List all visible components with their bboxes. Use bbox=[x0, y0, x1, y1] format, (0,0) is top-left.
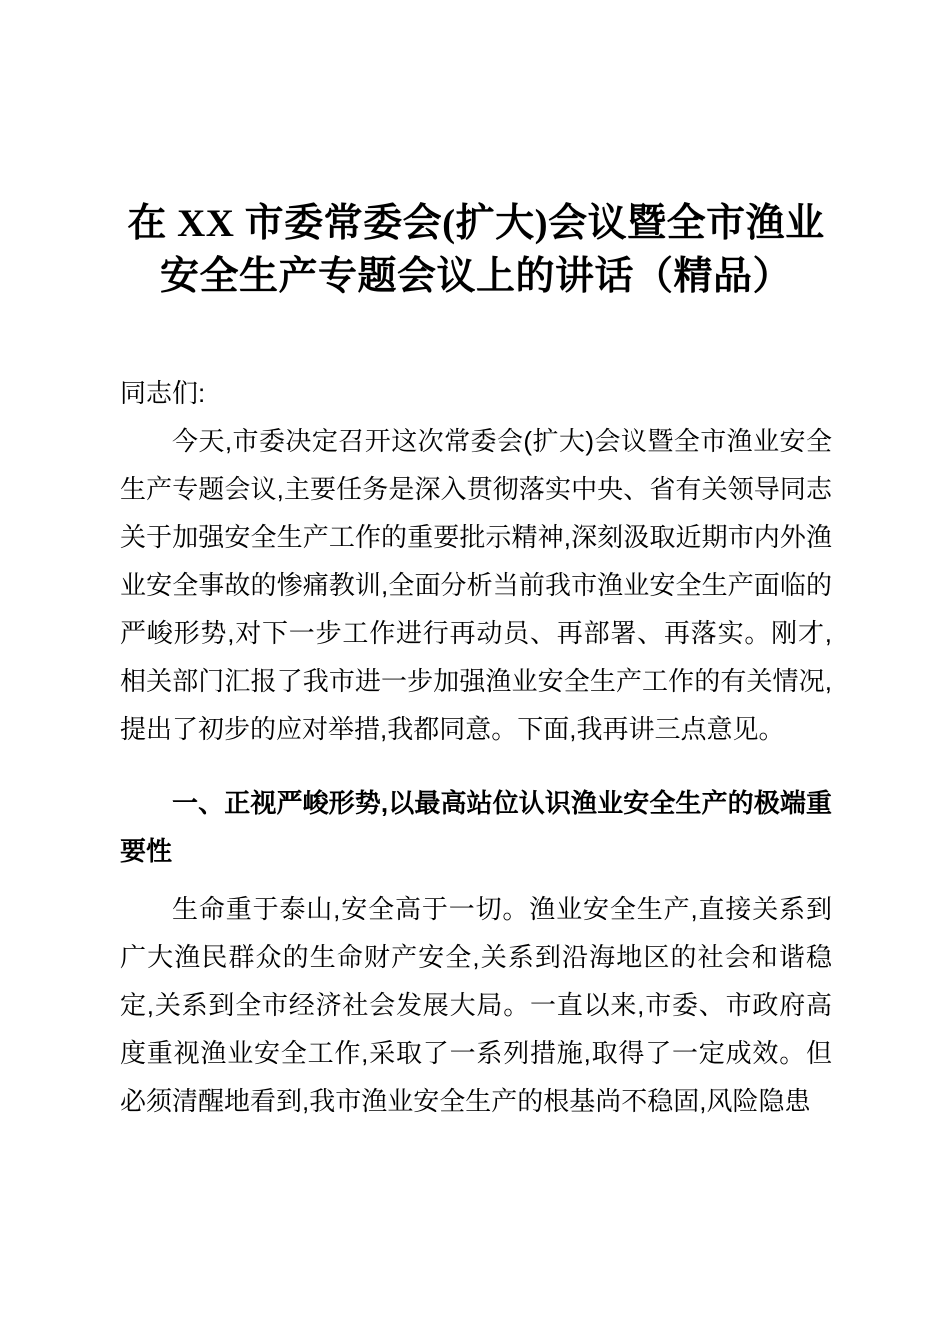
section-heading-1: 一、正视严峻形势,以最高站位认识渔业安全生产的极端重要性 bbox=[120, 788, 832, 866]
paragraph-opening: 今天,市委决定召开这次常委会(扩大)会议暨全市渔业安全生产专题会议,主要任务是深入贯彻落实中央、省有关领导同志关于加强安全生产工作的重要批示精神,深刻汲取近期市内外渔业安全事故的惨痛教训,全面分析当前我市渔业安全生产面临的严峻形势,对下一步工作进行再动员、再部署、再落实。刚才,相关部门汇报了我市进一步加强渔业安全生产工作的有关情况,提出了初步的应对举措,我都同意。下面,我再讲三点意见。 bbox=[120, 426, 832, 744]
document-content bbox=[120, 0, 832, 1125]
document-body bbox=[120, 369, 832, 1125]
document-title-line-1: 在 XX 市委常委会(扩大)会议暨全市渔业 bbox=[127, 202, 825, 245]
document-title-line-2: 安全生产专题会议上的讲话（精品） bbox=[159, 255, 792, 298]
paragraph-section-1: 生命重于泰山,安全高于一切。渔业安全生产,直接关系到广大渔民群众的生命财产安全,关系到沿海地区的社会和谐稳定,关系到全市经济社会发展大局。一直以来,市委、市政府高度重视渔业安全工作,采取了一系列措施,取得了一定成效。但必须清醒地看到,我市渔业安全生产的根基尚不稳固,风险隐患 bbox=[120, 894, 832, 1116]
document-title bbox=[120, 197, 832, 303]
salutation: 同志们: bbox=[120, 378, 206, 408]
